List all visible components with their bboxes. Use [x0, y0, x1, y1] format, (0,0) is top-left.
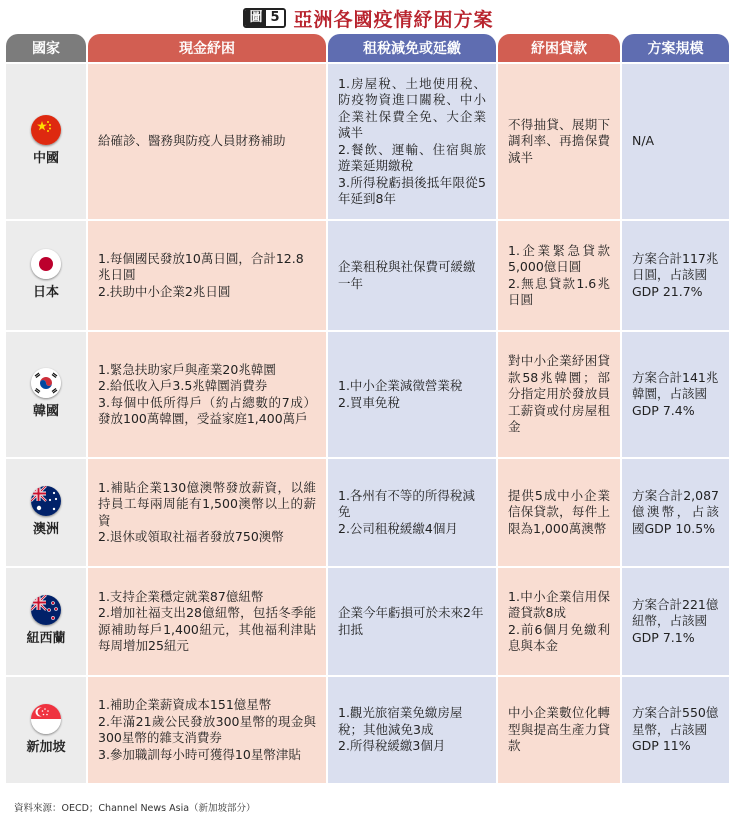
- program-scale-cell: [622, 568, 729, 675]
- header-program-scale: 方案規模: [622, 34, 729, 62]
- table-row: [6, 677, 729, 783]
- tax-relief-item: 1.房屋稅、土地使用稅、防疫物資進口關稅、中小企業社保費全免、大企業減半: [338, 75, 486, 140]
- relief-loan-cell: [498, 568, 620, 675]
- program-scale-cell: [622, 677, 729, 783]
- program-scale-cell: [622, 459, 729, 566]
- tax-relief-text: 企業今年虧損可於未來2年扣抵: [338, 605, 484, 637]
- cash-relief-cell: [88, 677, 326, 783]
- china-flag-icon: [31, 115, 61, 145]
- cash-relief-item: 1.補助企業薪資成本151億星幣: [98, 697, 272, 712]
- cash-relief-item: 1.支持企業穩定就業87億紐幣: [98, 588, 264, 604]
- relief-measures-table: [6, 34, 729, 783]
- country-cell: [6, 64, 86, 219]
- cash-relief-item: 1.每個國民發放10萬日圓，合計12.8兆日圓: [98, 250, 304, 283]
- tax-relief-cell: [328, 64, 496, 219]
- tax-relief-item: 2.買車免稅: [338, 394, 400, 410]
- tax-relief-item: 1.中小企業減徵營業稅: [338, 378, 463, 393]
- country-cell: [6, 332, 86, 457]
- cash-relief-item: 2.給低收入戶3.5兆韓圜消費券: [98, 378, 268, 393]
- cash-relief-item: 1.補貼企業130億澳幣發放薪資，以維持員工每兩周能有1,500澳幣以上的薪資: [98, 479, 316, 528]
- relief-loan-item: 2.前6個月免繳利息與本金: [508, 621, 610, 653]
- table-row: [6, 568, 729, 675]
- country-cell: [6, 221, 86, 330]
- source-note: 資料來源：OECD；Channel News Asia（新加坡部分）: [14, 803, 256, 814]
- table-row: [6, 459, 729, 566]
- cash-relief-item: 2.扶助中小企業2兆日圓: [98, 283, 231, 299]
- program-scale-text: N/A: [632, 133, 655, 149]
- program-scale-cell: [622, 332, 729, 457]
- program-scale-text: 方案合計2,087億澳幣，占該國GDP 10.5%: [632, 487, 719, 536]
- program-scale-cell: [622, 64, 729, 219]
- cash-relief-cell: [88, 459, 326, 566]
- country-name: 新加坡: [26, 739, 66, 755]
- tax-relief-item: 1.各州有不等的所得稅減免: [338, 487, 475, 520]
- cash-relief-item: 2.增加社福支出28億紐幣，包括冬季能源補助每戶1,400紐元，其他福利津貼每周增加25紐元: [98, 605, 316, 653]
- relief-loan-cell: [498, 221, 620, 330]
- relief-loan-text: 不得抽貸、展期下調利率、再擔保費減半: [508, 116, 610, 165]
- relief-loan-text: 中小企業數位化轉型與提高生產力貸款: [508, 705, 610, 754]
- header-cash-relief: 現金紓困: [88, 34, 326, 62]
- relief-loan-cell: [498, 332, 620, 457]
- country-name: 韓國: [32, 404, 59, 420]
- cash-relief-item: 2.退休或領取社福者發放750澳幣: [98, 529, 284, 544]
- header-country: 國家: [6, 34, 86, 62]
- country-name: 日本: [32, 285, 59, 301]
- tax-relief-item: 2.餐飲、運輸、住宿與旅遊業延期繳稅: [338, 141, 486, 173]
- country-name: 中國: [32, 151, 59, 167]
- country-cell: [6, 677, 86, 783]
- tax-relief-item: 1.觀光旅宿業免繳房屋稅；其他減免3成: [338, 705, 463, 737]
- header-tax-relief: 租稅減免或延繳: [328, 34, 496, 62]
- relief-loan-item: 1.中小企業信用保證貸款8成: [508, 588, 610, 620]
- tax-relief-item: 3.所得稅虧損後抵年限從5年延到8年: [338, 174, 486, 206]
- relief-loan-text: 對中小企業紓困貸款58兆韓圜；部分指定用於發放員工薪資或付房屋租金: [508, 353, 610, 435]
- tax-relief-cell: [328, 568, 496, 675]
- program-scale-text: 方案合計221億紐幣，占該國GDP 7.1%: [632, 596, 719, 645]
- tax-relief-cell: [328, 459, 496, 566]
- country-name: 紐西蘭: [26, 631, 66, 647]
- cash-relief-item: 3.參加職訓每小時可獲得10星幣津貼: [98, 746, 301, 762]
- cash-relief-item: 2.年滿21歲公民發放300星幣的現金與300星幣的雜支消費券: [98, 713, 316, 745]
- cash-relief-text: 給確診、醫務與防疫人員財務補助: [98, 133, 286, 149]
- relief-loan-item: 2.無息貸款1.6兆日圓: [508, 275, 610, 307]
- cash-relief-cell: [88, 332, 326, 457]
- program-scale-text: 方案合計141兆韓圜，占該國GDP 7.4%: [632, 369, 719, 418]
- program-scale-text: 方案合計550億星幣，占該國GDP 11%: [632, 705, 719, 754]
- figure-title-bar: [0, 6, 737, 30]
- table-row: [6, 64, 729, 219]
- tax-relief-text: 企業租稅與社保費可緩繳一年: [338, 259, 476, 291]
- table-row: [6, 221, 729, 330]
- relief-loan-text: 提供5成中小企業信保貸款，每件上限為1,000萬澳幣: [508, 487, 610, 536]
- program-scale-cell: [622, 221, 729, 330]
- figure-label: 圖: [245, 10, 266, 26]
- country-cell: [6, 568, 86, 675]
- tax-relief-item: 2.所得稅緩繳3個月: [338, 738, 446, 754]
- korea-flag-icon: [31, 368, 61, 398]
- cash-relief-item: 1.緊急扶助家戶與產業20兆韓圜: [98, 361, 276, 377]
- cash-relief-cell: [88, 64, 326, 219]
- program-scale-text: 方案合計117兆日圓，占該國GDP 21.7%: [632, 250, 719, 299]
- australia-flag-icon: [31, 486, 61, 516]
- figure-number: 5: [266, 10, 283, 26]
- tax-relief-cell: [328, 677, 496, 783]
- relief-loan-cell: [498, 677, 620, 783]
- tax-relief-item: 2.公司租稅緩繳4個月: [338, 520, 458, 536]
- cash-relief-cell: [88, 221, 326, 330]
- new-zealand-flag-icon: [31, 595, 61, 625]
- japan-flag-icon: [31, 249, 61, 279]
- tax-relief-cell: [328, 332, 496, 457]
- header-relief-loans: 紓困貸款: [498, 34, 620, 62]
- relief-loan-cell: [498, 459, 620, 566]
- figure-badge: [243, 8, 285, 28]
- header-row: [6, 34, 729, 62]
- singapore-flag-icon: [31, 704, 61, 734]
- cash-relief-cell: [88, 568, 326, 675]
- relief-loan-cell: [498, 64, 620, 219]
- tax-relief-cell: [328, 221, 496, 330]
- figure-title: 亞洲各國疫情紓困方案: [293, 8, 494, 31]
- country-name: 澳洲: [32, 522, 59, 538]
- cash-relief-item: 3.每個中低所得戶（約占總數的7成）發放100萬韓圜，受益家庭1,400萬戶: [98, 394, 316, 426]
- table-row: [6, 332, 729, 457]
- relief-loan-item: 1.企業緊急貸款5,000億日圓: [508, 242, 610, 274]
- country-cell: [6, 459, 86, 566]
